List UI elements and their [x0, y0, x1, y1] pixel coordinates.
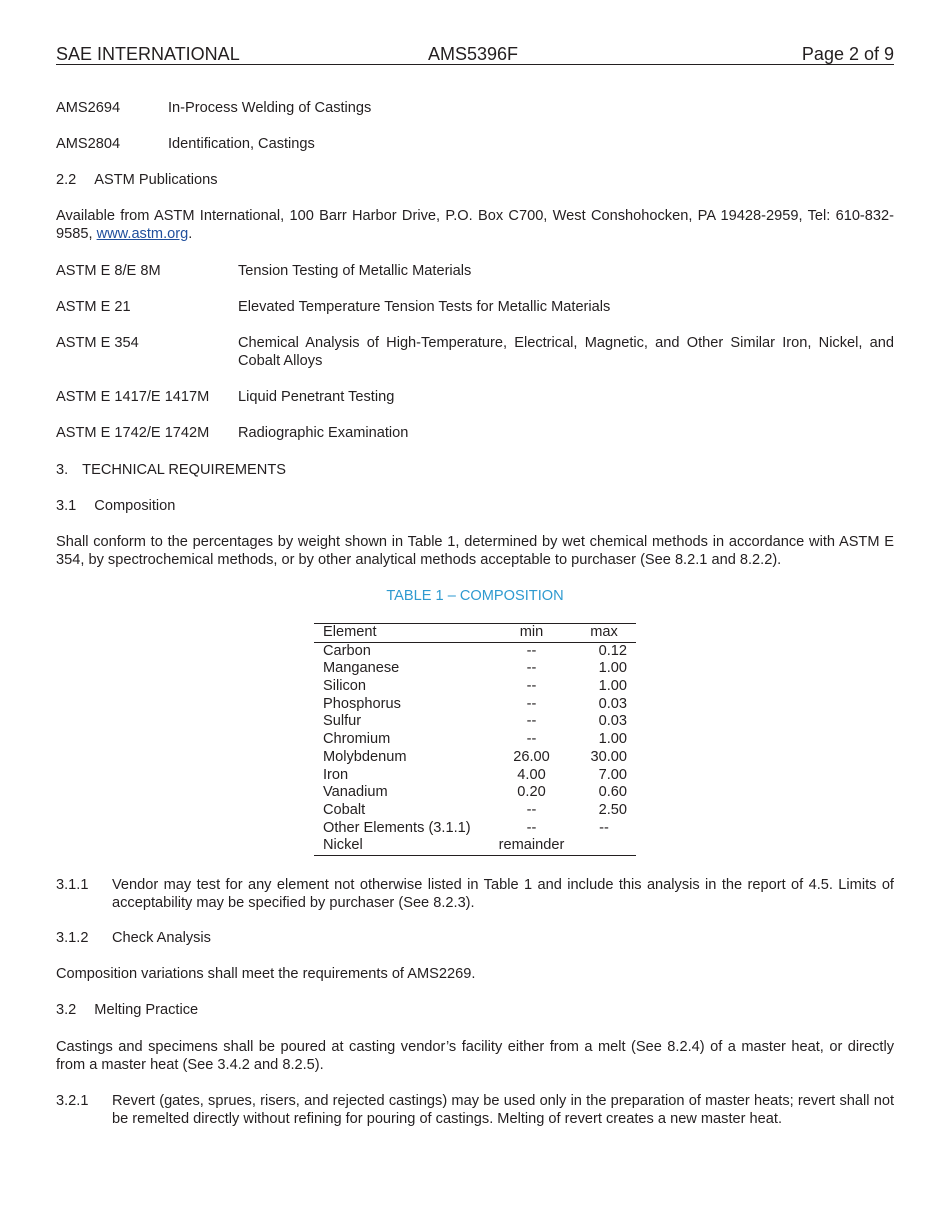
column-header-max: max — [590, 624, 618, 640]
header-page-number: Page 2 of 9 — [801, 44, 894, 64]
ref-title: Radiographic Examination — [238, 425, 409, 441]
header-org: SAE INTERNATIONAL — [56, 44, 240, 64]
astm-link[interactable]: www.astm.org — [96, 226, 189, 242]
section-title: Composition — [94, 498, 176, 514]
column-header-element: Element — [323, 624, 377, 640]
ref-title: In-Process Welding of Castings — [168, 100, 372, 116]
section-title: Check Analysis — [112, 930, 211, 946]
cell-element: Manganese — [323, 660, 400, 677]
cell-max: 7.00 — [598, 766, 627, 783]
cell-max: 0.03 — [598, 713, 627, 730]
cell-element: Sulfur — [323, 713, 362, 730]
section-number: 3.2 — [56, 1002, 77, 1018]
table-row — [314, 820, 636, 838]
cell-min: -- — [526, 695, 537, 712]
section-title: ASTM Publications — [94, 172, 218, 188]
section-3-2-text: Castings and specimens shall be poured at casting vendor’s facility either from a melt (See 8.2.4) of a master heat, or directly from a master heat (See 3.4.2 and 8.2.5). — [56, 1039, 894, 1073]
ref-code: AMS2804 — [56, 136, 121, 152]
cell-element: Other Elements (3.1.1) — [323, 819, 471, 836]
table-header-row — [314, 624, 636, 643]
section-3-1-text: Shall conform to the percentages by weight shown in Table 1, determined by wet chemical methods in accordance with ASTM E 354, by spectrochemical methods, or by other analytical methods acceptable to purchaser (See 8.2.1 and 8.2.2). — [56, 534, 894, 568]
availability-text: Available from ASTM International, 100 Barr Harbor Drive, P.O. Box C700, West Conshohocken, PA 19428-2959, Tel: 610-832-9585, — [56, 208, 894, 242]
cell-min: -- — [526, 713, 537, 730]
cell-element: Phosphorus — [323, 695, 401, 712]
ref-code: ASTM E 21 — [56, 299, 131, 315]
cell-min: 26.00 — [513, 748, 550, 765]
section-3-2-1 — [56, 1092, 894, 1128]
section-2-2-heading — [56, 171, 894, 189]
astm-availability — [56, 207, 894, 243]
table-row — [314, 696, 636, 714]
cell-max: 1.00 — [598, 660, 627, 677]
ref-code: ASTM E 354 — [56, 335, 139, 351]
ref-astm-e354 — [56, 334, 894, 370]
cell-max: 30.00 — [590, 748, 627, 765]
ref-title: Liquid Penetrant Testing — [238, 389, 395, 405]
cell-max: 2.50 — [598, 801, 627, 818]
composition-table — [314, 623, 636, 856]
cell-element: Chromium — [323, 731, 391, 748]
table-row — [314, 731, 636, 749]
table-1-title: TABLE 1 – COMPOSITION — [386, 588, 564, 604]
cell-max: 0.12 — [598, 642, 627, 659]
cell-min: -- — [526, 801, 537, 818]
cell-min: 4.00 — [517, 766, 546, 783]
cell-min: -- — [526, 660, 537, 677]
cell-min: 0.20 — [517, 784, 546, 801]
table-row — [314, 784, 636, 802]
cell-max: 0.60 — [598, 784, 627, 801]
section-title: Melting Practice — [94, 1002, 199, 1018]
table-row — [314, 767, 636, 785]
ref-title: Tension Testing of Metallic Materials — [238, 263, 472, 279]
section-text: Vendor may test for any element not otherwise listed in Table 1 and include this analysis in the report of 4.5. Limits of acceptability may be specified by purchaser (See 8.2.3). — [112, 877, 894, 911]
cell-min: remainder — [498, 837, 565, 854]
cell-max: -- — [599, 819, 609, 836]
ref-title: Chemical Analysis of High-Temperature, Electrical, Magnetic, and Other Similar Iron, Nickel, and Cobalt Alloys — [238, 335, 894, 369]
section-title: TECHNICAL REQUIREMENTS — [82, 462, 286, 478]
table-row — [314, 678, 636, 696]
table-row — [314, 643, 636, 661]
section-number: 3.1.2 — [56, 930, 89, 946]
section-number: 3.1.1 — [56, 877, 89, 893]
page-header — [56, 44, 894, 65]
cell-element: Cobalt — [323, 801, 366, 818]
column-header-min: min — [519, 624, 544, 640]
table-row — [314, 660, 636, 678]
ref-code: AMS2694 — [56, 100, 121, 116]
ref-code: ASTM E 8/E 8M — [56, 263, 161, 279]
section-number: 2.2 — [56, 172, 77, 188]
table-row — [314, 802, 636, 820]
section-number: 3.1 — [56, 498, 77, 514]
table-row — [314, 837, 636, 855]
ref-title: Identification, Castings — [168, 136, 315, 152]
header-doc-number: AMS5396F — [428, 44, 519, 64]
cell-min: -- — [526, 731, 537, 748]
section-text: Revert (gates, sprues, risers, and rejected castings) may be used only in the preparation of master heats; revert shall not be remelted directly without refining for pouring of castings. Melting of revert creates a new master heat. — [112, 1093, 894, 1127]
ref-code: ASTM E 1417/E 1417M — [56, 389, 210, 405]
section-3-1-heading — [56, 497, 894, 515]
cell-element: Nickel — [323, 837, 363, 854]
section-3-2-heading — [56, 1001, 894, 1019]
section-number: 3. — [56, 462, 69, 478]
cell-min: -- — [526, 642, 537, 659]
cell-element: Molybdenum — [323, 748, 407, 765]
cell-element: Carbon — [323, 642, 371, 659]
ref-code: ASTM E 1742/E 1742M — [56, 425, 210, 441]
section-number: 3.2.1 — [56, 1093, 89, 1109]
cell-element: Vanadium — [323, 784, 388, 801]
section-3-1-2-text: Composition variations shall meet the requirements of AMS2269. — [56, 966, 476, 982]
section-3-heading — [56, 461, 894, 479]
table-row — [314, 749, 636, 767]
cell-max: 1.00 — [598, 731, 627, 748]
ref-title: Elevated Temperature Tension Tests for Metallic Materials — [238, 299, 611, 315]
availability-end: . — [188, 226, 193, 242]
cell-min: -- — [526, 678, 537, 695]
cell-element: Iron — [323, 766, 349, 783]
cell-element: Silicon — [323, 678, 366, 695]
cell-max: 0.03 — [598, 695, 627, 712]
table-row — [314, 713, 636, 731]
cell-min: -- — [526, 819, 537, 836]
section-3-1-1 — [56, 876, 894, 912]
cell-max: 1.00 — [598, 678, 627, 695]
